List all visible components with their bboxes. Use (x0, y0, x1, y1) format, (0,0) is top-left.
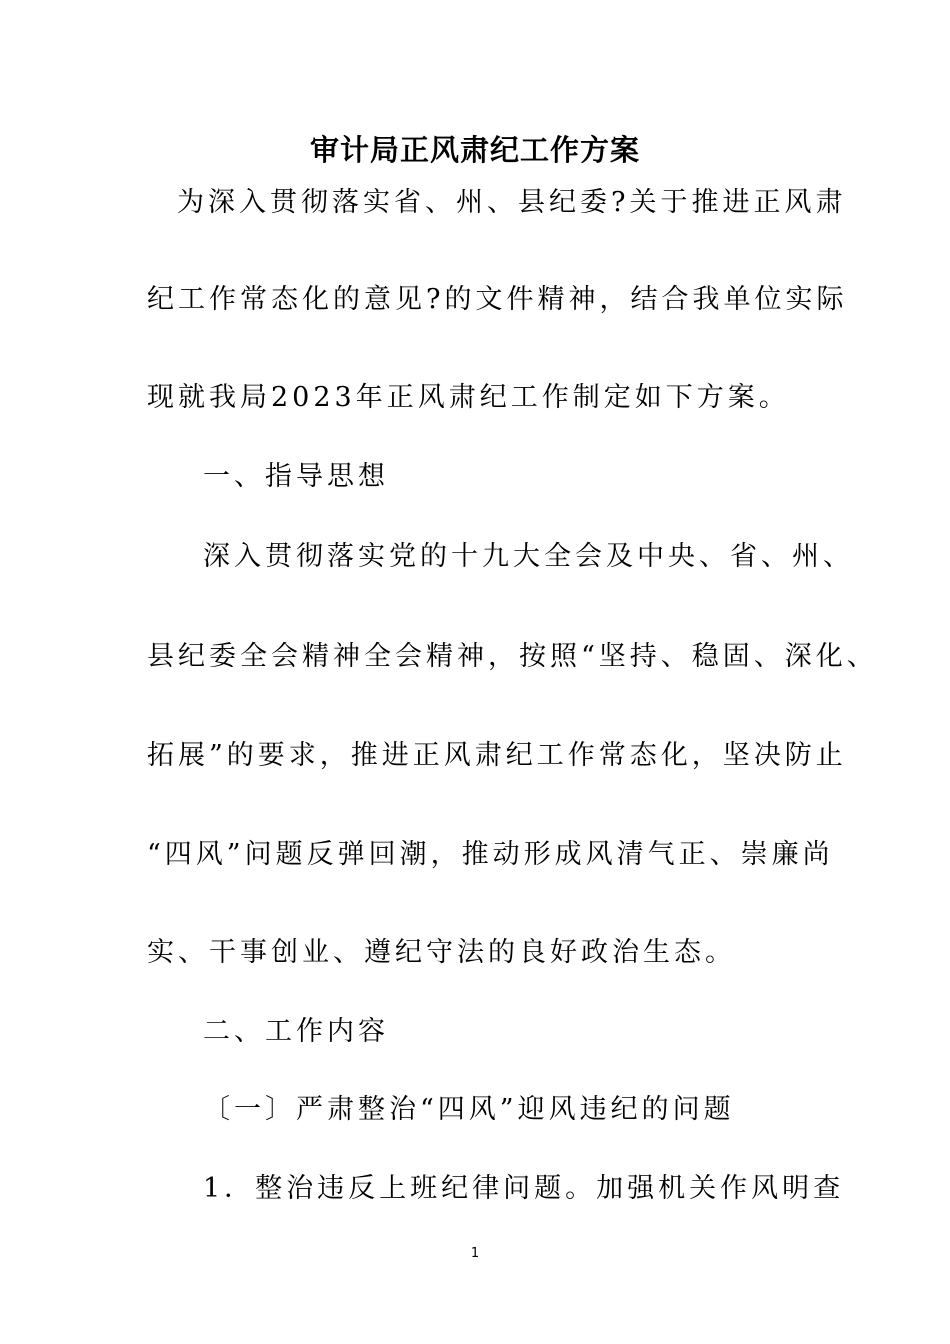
subsection-heading-1: 〔一〕严肃整治“四风”迎风违纪的问题 (203, 1094, 735, 1125)
paragraph-line-5: 县纪委全会精神全会精神，按照“坚持、稳固、深化、 (147, 641, 878, 672)
section-heading-2: 二、工作内容 (203, 1016, 389, 1047)
paragraph-line-4: 深入贯彻落实党的十九大全会及中央、省、州、 (203, 541, 854, 572)
paragraph-line-7: “四风”问题反弹回潮，推动形成风清气正、崇廉尚 (147, 839, 834, 870)
document-title: 审计局正风肃纪工作方案 (309, 133, 640, 167)
paragraph-line-9: 1．整治违反上班纪律问题。加强机关作风明查 (203, 1173, 845, 1204)
page-number: 1 (470, 1246, 480, 1261)
paragraph-line-2: 纪工作常态化的意见?的文件精神，结合我单位实际 (147, 284, 848, 315)
paragraph-line-8: 实、干事创业、遵纪守法的良好政治生态。 (147, 937, 736, 968)
paragraph-line-6: 拓展”的要求，推进正风肃纪工作常态化，坚决防止 (147, 740, 847, 771)
section-heading-1: 一、指导思想 (203, 461, 389, 492)
paragraph-line-3: 现就我局2023年正风肃纪工作制定如下方案。 (147, 382, 790, 413)
paragraph-line-1: 为深入贯彻落实省、州、县纪委?关于推进正风肃 (177, 187, 847, 218)
